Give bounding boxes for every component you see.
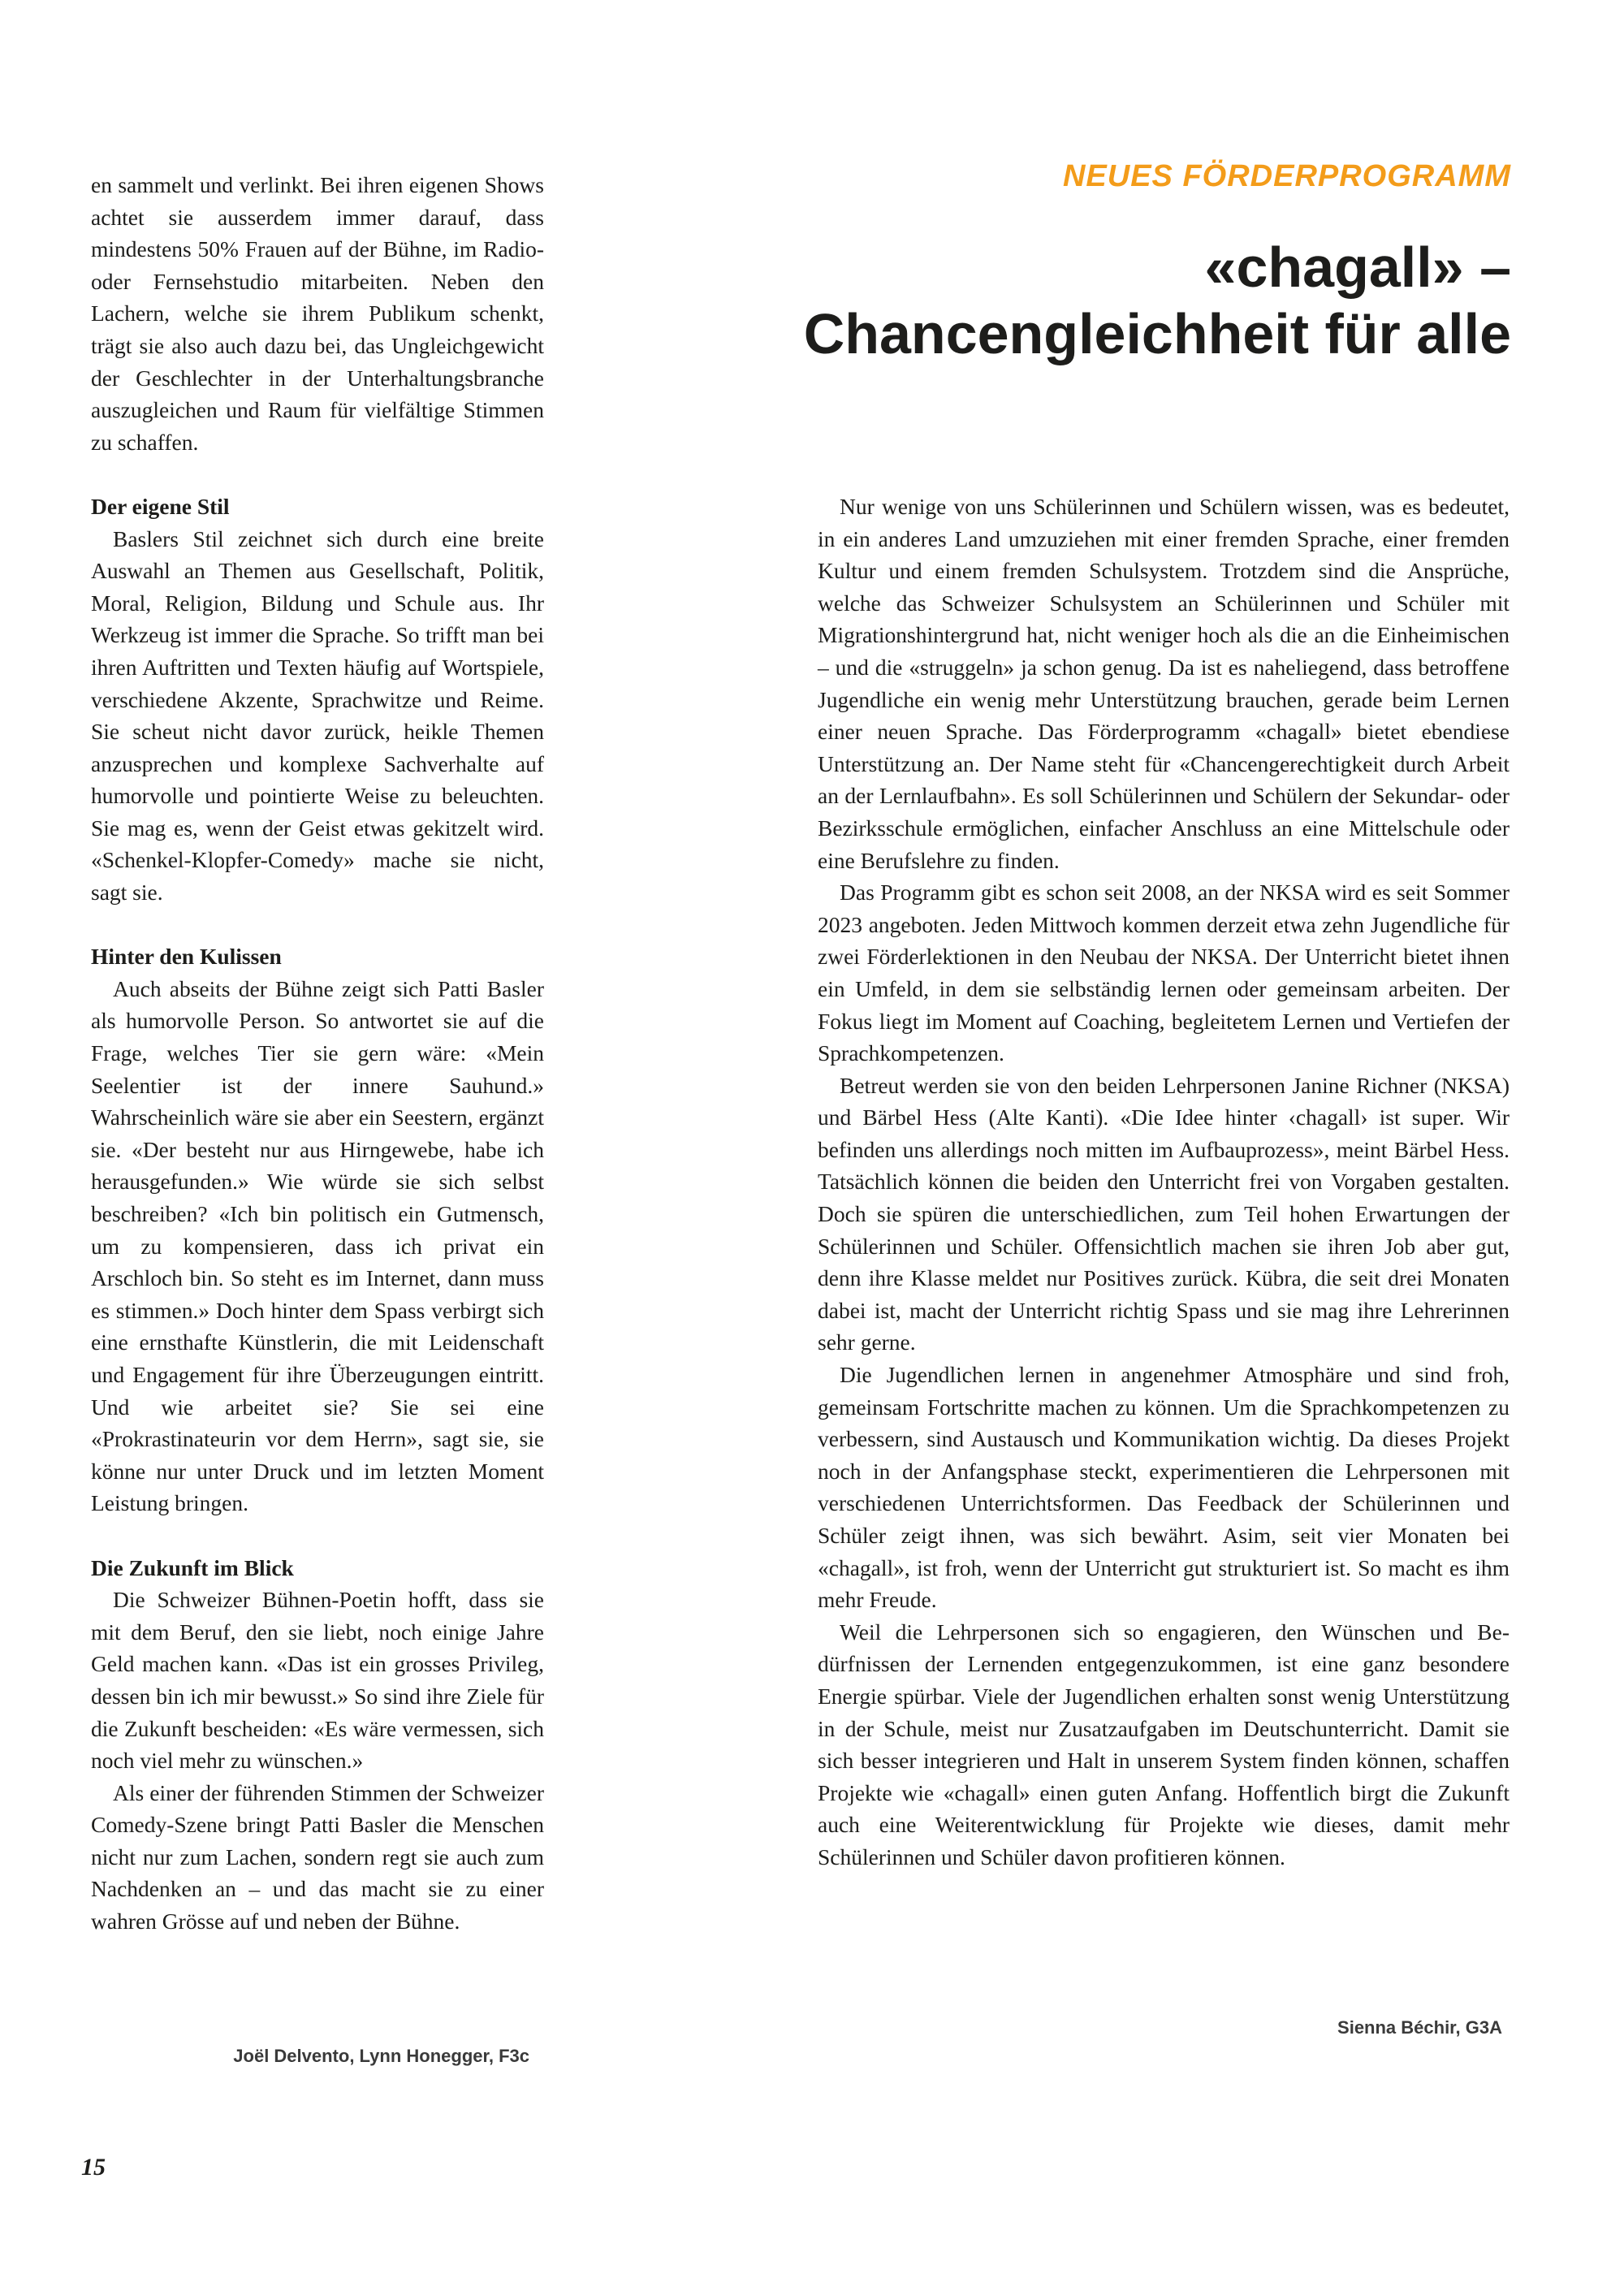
section-paragraph-style: Baslers Stil zeichnet sich durch eine breite Auswahl an Themen aus Gesellschaft, Politik, Moral, Religion, Bildung und Schule aus. Ihr Werkzeug ist immer die Sprache. So trifft man bei ihren Auftritten und Texten häufig auf Wortspiele, verschiedene Akzente, Sprachwitze und Reime. Sie scheut nicht davor zurück, heikle Themen anzusprechen und komplexe Sachverhalte auf humorvolle und pointierte Weise zu beleuchten. Sie mag es, wenn der Geist etwas gekitzelt wird. «Schenkel-Klopfer-Comedy» mache sie nicht, sagt sie. <box>91 525 544 906</box>
left-column <box>91 169 544 1938</box>
article-paragraph: Weil die Lehrpersonen sich so engagieren, den Wünschen und Bedürfnissen der Lernenden entgegenzukommen, ist eine ganz besondere Energie spürbar. Viele der Jugendlichen erhalten sonst wenig Unterstützung in der Schule, meist nur Zusatzaufgaben im Deutschunterricht. Damit sie sich besser integrieren und Halt in unserem System finden können, schaffen Projekte wie «chagall» einen guten Anfang. Hoffentlich birgt die Zukunft auch eine Weiterentwicklung für Projekte wie dieses, damit mehr Schülerinnen und Schüler davon profitieren können. <box>818 1619 1510 1870</box>
intro-paragraph: en sammelt und verlinkt. Bei ihren eigenen Shows achtet sie ausserdem immer darauf, dass mindestens 50% Frauen auf der Bühne, im Radio- oder Fernsehstudio mitarbeiten. Neben den Lachern, welche sie ihrem Publikum schenkt, trägt sie also auch dazu bei, das Ungleichgewicht der Geschlechter in der Unterhaltungsbranche auszugleichen und Raum für vielfältige Stimmen zu schaffen. <box>91 172 544 455</box>
section-kicker: NEUES FÖRDERPROGRAMM <box>1062 159 1511 193</box>
right-article-byline: Sienna Béchir, G3A <box>1337 2017 1502 2038</box>
section-heading-future: Die Zukunft im Blick <box>91 1554 294 1580</box>
section-paragraph-future-2: Als einer der führenden Stimmen der Schweizer Comedy-Szene bringt Patti Basler die Menschen nicht nur zum Lachen, sondern regt sie auch zum Nachdenken an – und das macht sie zu einer wahren Grösse auf und neben der Bühne. <box>91 1779 544 1934</box>
article-headline <box>699 234 1511 367</box>
headline-line-2: Chancengleichheit für alle <box>803 302 1511 365</box>
section-heading-backstage: Hinter den Kulissen <box>91 944 282 970</box>
right-column <box>818 491 1510 1874</box>
page-number: 15 <box>81 2154 106 2181</box>
section-heading-style: Der eigene Stil <box>91 493 230 519</box>
section-paragraph-backstage: Auch abseits der Bühne zeigt sich Patti Basler als humorvolle Person. So antwortet sie auf die Frage, welches Tier sie gern wäre: «Mein Seelentier ist der innere Sauhund.» Wahrscheinlich wäre sie aber ein Seestern, ergänzt sie. «Der besteht nur aus Hirngewebe, habe ich herausgefunden.» Wie würde sie sich selbst beschreiben? «Ich bin politisch ein Gutmensch, um zu kompensieren, dass ich privat ein Arschloch bin. So steht es im Internet, dann muss es stimmen.» Doch hinter dem Spass verbirgt sich eine ernsthafte Künstlerin, die mit Leidenschaft und Engagement für ihre Überzeugungen eintritt. Und wie arbeitet sie? Sie sei eine «Prokrastinateurin vor dem Herrn», sagt sie, sie könne nur unter Druck und im letzten Moment Leistung bringen. <box>91 975 544 1516</box>
section-paragraph-future-1: Die Schweizer Bühnen-Poetin hofft, dass sie mit dem Beruf, den sie liebt, noch einige Jahre Geld machen kann. «Das ist ein grosses Privileg, dessen bin ich mir bewusst.» So sind ihre Ziele für die Zukunft bescheiden: «Es wäre vermessen, sich noch viel mehr zu wünschen.» <box>91 1587 544 1774</box>
left-article-byline: Joël Delvento, Lynn Honegger, F3c <box>233 2046 529 2066</box>
article-paragraph: Das Programm gibt es schon seit 2008, an der NKSA wird es seit Sommer 2023 angeboten. Jeden Mittwoch kommen derzeit etwa zehn Jugendliche für zwei Förderlektionen in den Neubau der NKSA. Der Unterricht bietet ihnen ein Umfeld, in dem sie selbständig lernen oder gemeinsam arbeiten. Der Fokus liegt im Moment auf Coaching, begleitetem Lernen und Vertiefen der Sprachkompetenzen. <box>818 880 1510 1066</box>
headline-line-1: «chagall» – <box>1204 236 1511 299</box>
article-paragraph: Nur wenige von uns Schülerinnen und Schülern wissen, was es bedeutet, in ein anderes Land umzuziehen mit einer fremden Sprache, einer fremden Kultur und einem fremden Schulsystem. Trotzdem sind die Ansprüche, welche das Schweizer Schulsystem an Schülerinnen und Schüler mit Migrationshintergrund hat, nicht weniger hoch als die an die Einheimischen – und die «struggeln» ja schon genug. Da ist es naheliegend, dass betroffene Jugendliche ein wenig mehr Unterstützung brauchen, gerade beim Lernen einer neuen Sprache. Das Förderprogramm «chagall» bietet ebendiese Unterstützung an. Der Name steht für «Chancengerechtigkeit durch Arbeit an der Lernlaufbahn». Es soll Schülerinnen und Schülern der Sekundar- oder Bezirksschule ermöglichen, einfacher Anschluss an eine Mittelschule oder eine Berufslehre zu finden. <box>818 494 1510 873</box>
article-paragraph: Die Jugendlichen lernen in angenehmer Atmosphäre und sind froh, gemeinsam Fortschritte machen zu können. Um die Sprachkompetenzen zu verbessern, sind Austausch und Kommunikation wichtig. Da dieses Projekt noch in der Anfangsphase steckt, experimentieren die Lehrpersonen mit verschiedenen Unterrichtsformen. Das Feedback der Schülerinnen und Schüler zeigt ihnen, was sich bewährt. Asim, seit vier Monaten bei «chagall», ist froh, wenn der Unterricht gut strukturiert ist. So macht es ihm mehr Freude. <box>818 1362 1510 1613</box>
article-paragraph: Betreut werden sie von den beiden Lehrpersonen Janine Richner (NKSA) und Bärbel Hess (Alte Kanti). «Die Idee hinter ‹chagall› ist super. Wir befinden uns allerdings noch mitten im Aufbauprozess», meint Bärbel Hess. Tatsächlich können die beiden den Unterricht frei von Vorgaben gestalten. Doch sie spüren die unterschiedlichen, zum Teil hohen Erwartungen der Schülerinnen und Schüler. Offensichtlich machen sie ihren Job aber gut, denn ihre Klasse meldet nur Positives zurück. Kübra, die seit drei Monaten dabei ist, macht der Unterricht richtig Spass und sie mag ihre Lehrerinnen sehr gerne. <box>818 1072 1510 1355</box>
